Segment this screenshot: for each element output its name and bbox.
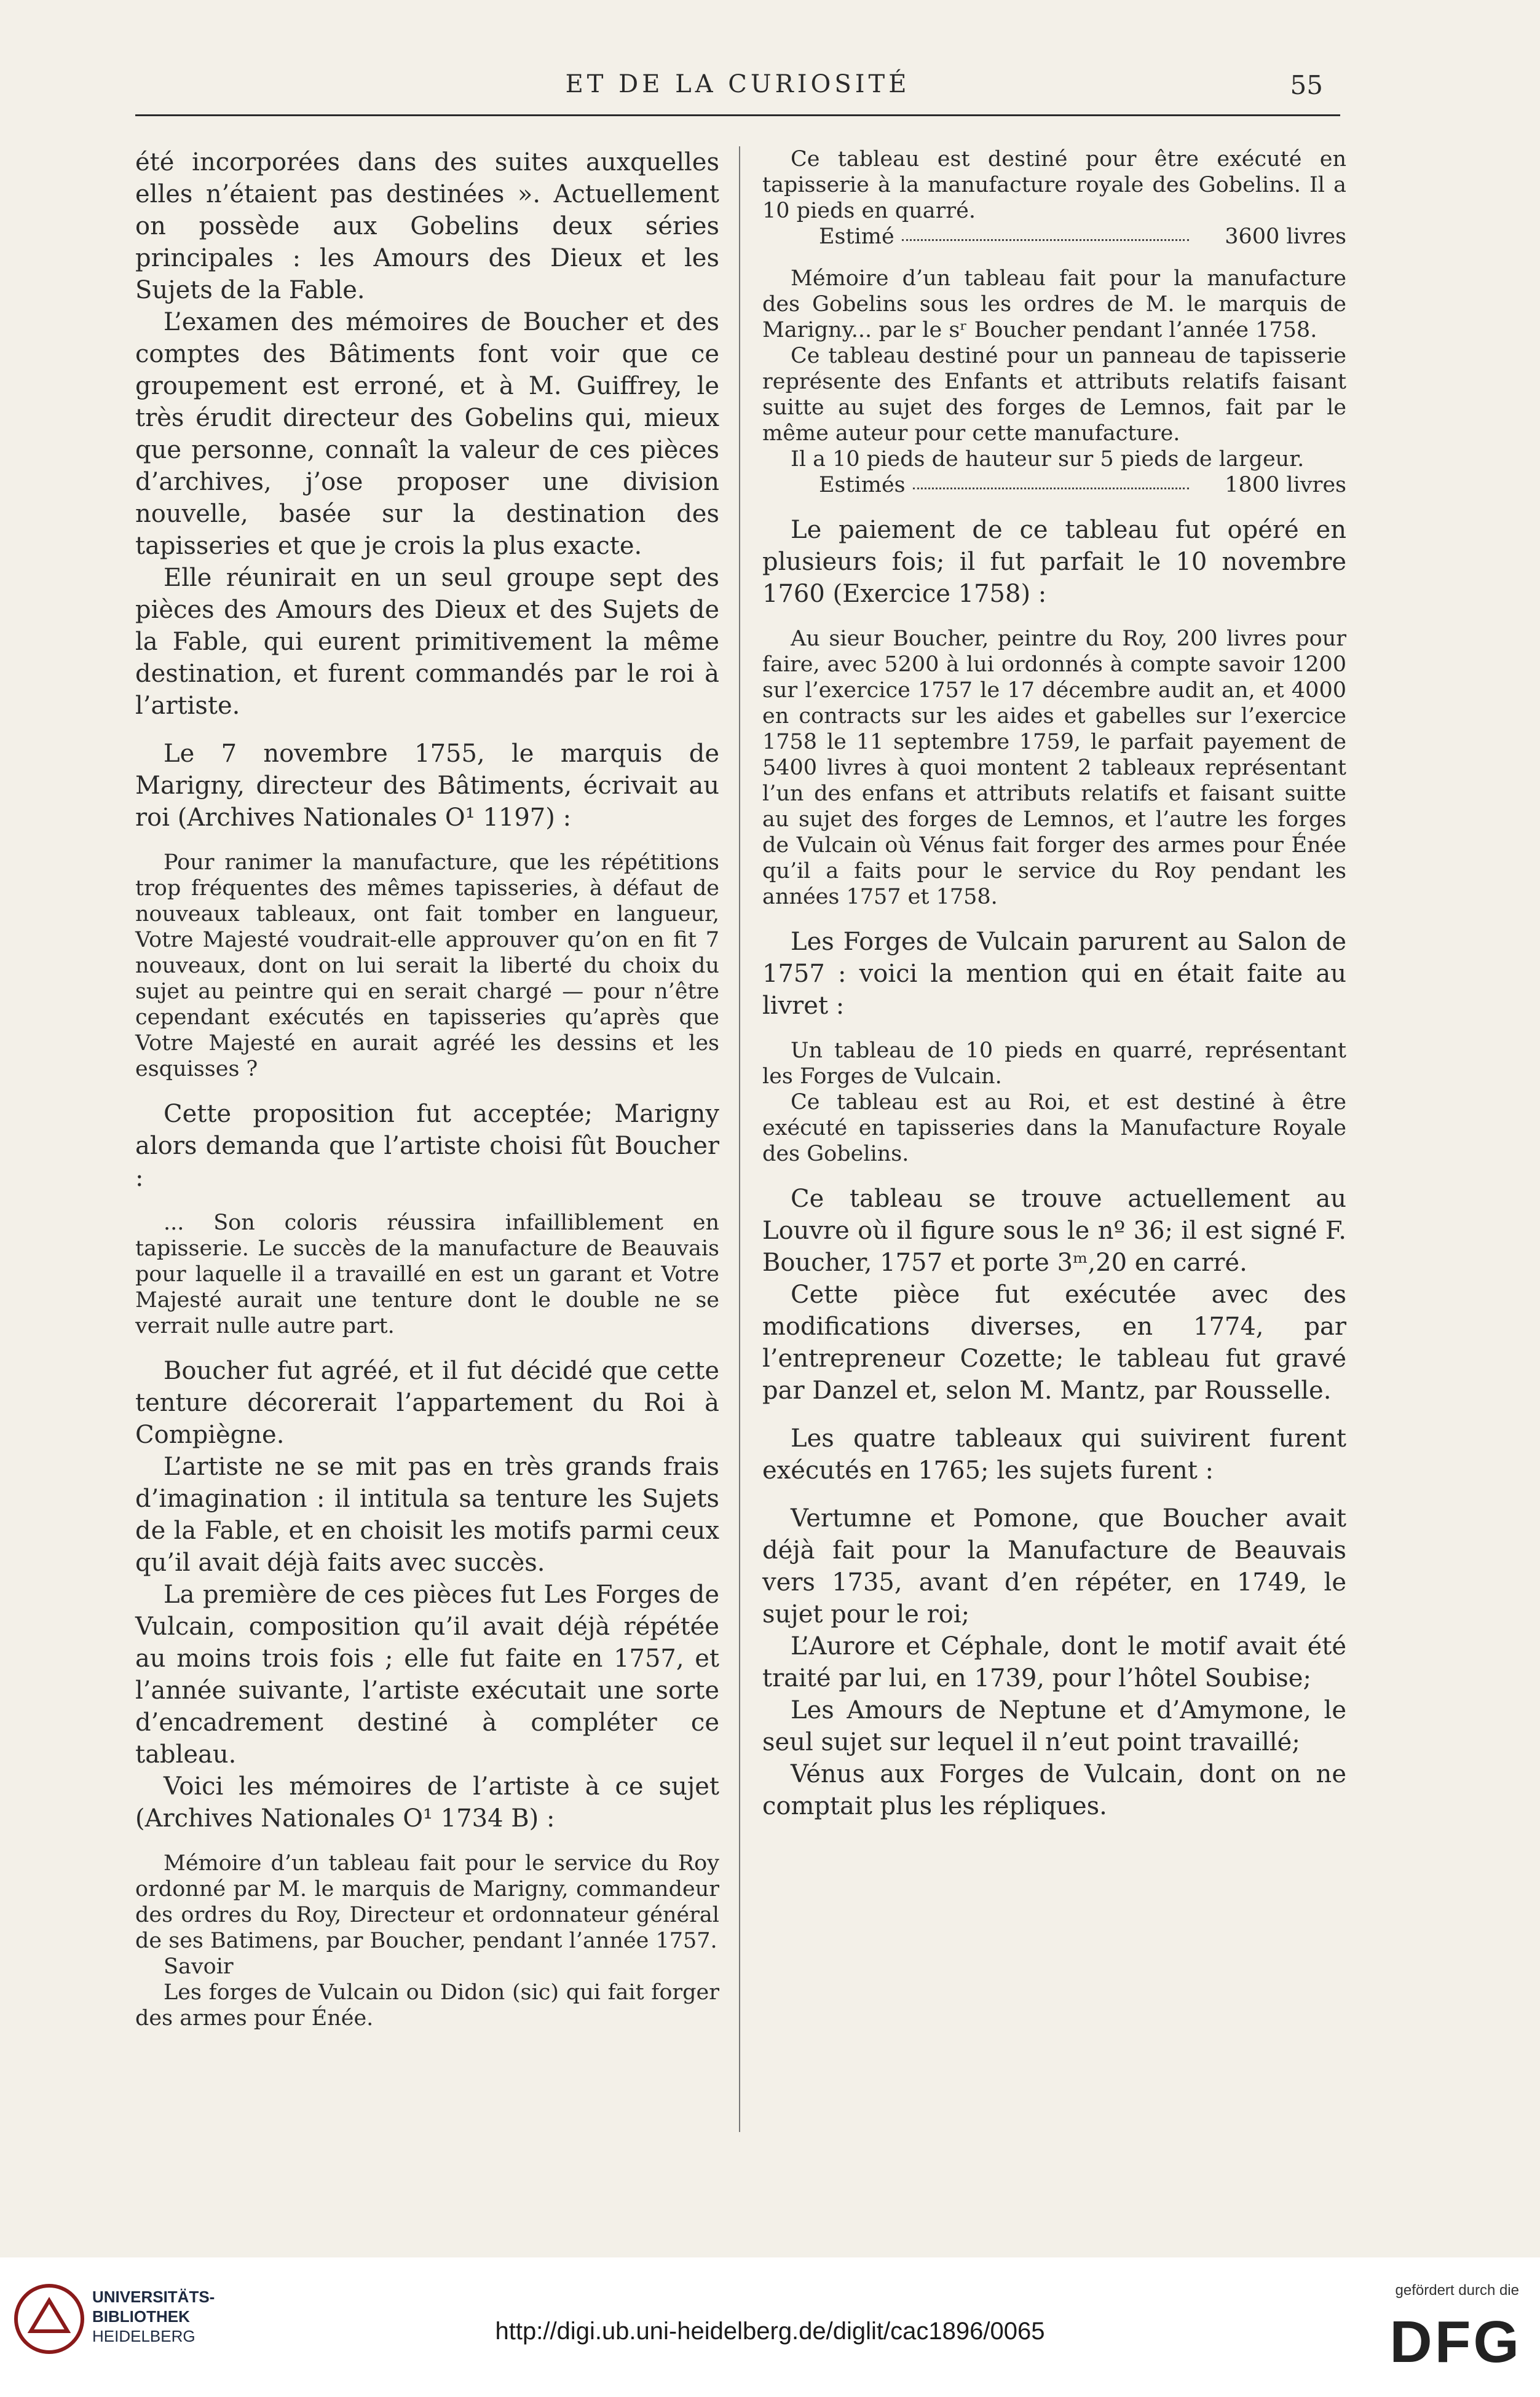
quotation: Il a 10 pieds de hauteur sur 5 pieds de largeur. — [791, 447, 1305, 472]
quotation: Au sieur Boucher, peintre du Roy, 200 livres pour faire, avec 5200 à lui ordonnés à compte savoir 1200 sur l’exercice 1757 le 17 décembre audit an, et 4000 en contracts sur les aides et gabelles sur l’exercice 1758 le 11 septembre 1759, le parfait payement de 5400 livres à quoi montent 2 tableaux représentant l’un des enfans et attributs relatifs et faisant suitte au sujet des forges de Lemnos, et l’autre les forges de Vulcain où Vénus fait forger des armes pour Énée qu’il a faits pour le service du Roy pendant les années 1757 et 1758. — [762, 626, 1346, 909]
quotation: Ce tableau est destiné pour être exécuté en tapisserie à la manufacture royale des Gobelins. Il a 10 pieds en quarré. — [762, 147, 1346, 223]
library-line: HEIDELBERG — [92, 2327, 195, 2345]
paragraph: Ce tableau se trouve actuellement au Louvre où il figure sous le nº 36; il est signé F. Boucher, 1757 et porte 3ᵐ,20 en carré. — [762, 1185, 1346, 1277]
paragraph: L’artiste ne se mit pas en très grands frais d’imagination : il intitula sa tenture les Sujets de la Fable, et en choisit les motifs parmi ceux qu’il avait déjà faits avec succès. — [135, 1453, 719, 1577]
column-divider — [739, 146, 740, 2132]
header-rule — [135, 114, 1340, 116]
paragraph: L’examen des mémoires de Boucher et des comptes des Bâtiments font voir que ce groupement est erroné, et à M. Guiffrey, le très érudit directeur des Gobelins qui, mieux que personne, connaît la valeur de ces pièces d’archives, j’ose proposer une division nouvelle, basée sur la destination des tapisseries et que je crois la plus exacte. — [135, 308, 719, 560]
library-line: UNIVERSITÄTS- — [92, 2288, 215, 2306]
paragraph: Boucher fut agréé, et il fut décidé que cette tenture décorerait l’appartement du Roi à Compiègne. — [135, 1357, 719, 1449]
paragraph: Les quatre tableaux qui suivirent furent exécutés en 1765; les sujets furent : — [762, 1424, 1346, 1485]
estimate-line — [762, 472, 1346, 498]
estimate-label: Estimés — [819, 473, 906, 497]
quotation: Un tableau de 10 pieds en quarré, représentant les Forges de Vulcain. — [762, 1038, 1346, 1089]
quotation: Ce tableau est au Roi, et est destiné à être exécuté en tapisseries dans la Manufacture Royale des Gobelins. — [762, 1090, 1346, 1166]
quotation: Mémoire d’un tableau fait pour la manufacture des Gobelins sous les ordres de M. le marquis de Marigny... par le sʳ Boucher pendant l’année 1758. — [762, 266, 1346, 342]
estimate-label: Estimé — [819, 224, 894, 249]
estimate-value: 1800 livres — [1225, 473, 1346, 497]
left-column — [135, 146, 719, 2031]
quotation: ... Son coloris réussira infailliblement en tapisserie. Le succès de la manufacture de Beauvais pour laquelle il a travaillé en est un garant et Votre Majesté aurait une tenture dont le double ne se verrait nulle autre part. — [135, 1210, 719, 1338]
funding-label: gefördert durch die — [1395, 2282, 1519, 2299]
paragraph: Elle réunirait en un seul groupe sept des pièces des Amours des Dieux et des Sujets de la Fable, qui eurent primitivement la même destination, et furent commandés par le roi à l’artiste. — [135, 564, 719, 720]
paragraph: Cette pièce fut exécutée avec des modifications diverses, en 1774, par l’entrepreneur Cozette; le tableau fut gravé par Danzel et, selon M. Mantz, par Rousselle. — [762, 1281, 1346, 1405]
dfg-logo: DFG — [1389, 2309, 1522, 2375]
source-url-link[interactable]: http://digi.ub.uni-heidelberg.de/diglit/cac1896/0065 — [495, 2318, 1045, 2345]
leader-dots — [913, 472, 1190, 489]
estimate-value: 3600 livres — [1225, 224, 1346, 249]
right-column — [762, 146, 1346, 1822]
paragraph: Voici les mémoires de l’artiste à ce sujet (Archives Nationales O¹ 1734 B) : — [135, 1772, 719, 1833]
page-header — [135, 66, 1340, 116]
paragraph: Vertumne et Pomone, que Boucher avait déjà fait pour la Manufacture de Beauvais vers 1735, avant d’en répéter, en 1749, le sujet pour le roi; — [762, 1504, 1346, 1629]
quotation: Ce tableau destiné pour un panneau de tapisserie représente des Enfants et attributs relatifs faisant suitte au sujet des forges de Lemnos, fait par le même auteur pour cette manufacture. — [762, 344, 1346, 446]
leader-dots — [902, 224, 1190, 241]
running-title: ET DE LA CURIOSITÉ — [565, 70, 910, 98]
paragraph: La première de ces pièces fut Les Forges de Vulcain, composition qu’il avait déjà répétée au moins trois fois ; elle fut faite en 1757, et l’année suivante, l’artiste exécutait une sorte d’encadrement destiné à compléter ce tableau. — [135, 1581, 719, 1769]
quotation: Les forges de Vulcain ou Didon (sic) qui fait forger des armes pour Énée. — [135, 1980, 719, 2031]
footer-bar — [0, 2257, 1540, 2397]
quotation: Savoir — [164, 1954, 234, 1979]
page-number: 55 — [1290, 70, 1323, 100]
paragraph: Les Forges de Vulcain parurent au Salon de 1757 : voici la mention qui en était faite au livret : — [762, 928, 1346, 1020]
paragraph: Le paiement de ce tableau fut opéré en plusieurs fois; il fut parfait le 10 novembre 1760 (Exercice 1758) : — [762, 516, 1346, 608]
paragraph: Le 7 novembre 1755, le marquis de Marigny, directeur des Bâtiments, écrivait au roi (Archives Nationales O¹ 1197) : — [135, 740, 719, 832]
paragraph: Cette proposition fut acceptée; Marigny alors demanda que l’artiste choisi fût Boucher : — [135, 1100, 719, 1192]
quotation: Mémoire d’un tableau fait pour le service du Roy ordonné par M. le marquis de Marigny, commandeur des ordres du Roy, Directeur et ordonnateur général de ses Batimens, par Boucher, pendant l’année 1757. — [135, 1851, 719, 1953]
quotation: Pour ranimer la manufacture, que les répétitions trop fréquentes des mêmes tapisseries, à défaut de nouveaux tableaux, ont fait tomber en langueur, Votre Majesté voudrait-elle approuver qu’on en fit 7 nouveaux, dont on lui serait la liberté du choix du sujet au peintre qui en serait chargé — pour n’être cependant exécutés en tapisseries qu’après que Votre Majesté en aurait agréé les dessins et les esquisses ? — [135, 850, 719, 1081]
paragraph: été incorporées dans des suites auxquelles elles n’étaient pas destinées ». Actuellement on possède aux Gobelins deux séries principales : les Amours des Dieux et les Sujets de la Fable. — [135, 148, 719, 304]
paragraph: L’Aurore et Céphale, dont le motif avait été traité par lui, en 1739, pour l’hôtel Soubise; — [762, 1632, 1346, 1692]
paragraph: Vénus aux Forges de Vulcain, dont on ne comptait plus les répliques. — [762, 1760, 1346, 1820]
estimate-line — [762, 224, 1346, 250]
library-line: BIBLIOTHEK — [92, 2307, 190, 2326]
paragraph: Les Amours de Neptune et d’Amymone, le seul sujet sur lequel il n’eut point travaillé; — [762, 1696, 1346, 1756]
